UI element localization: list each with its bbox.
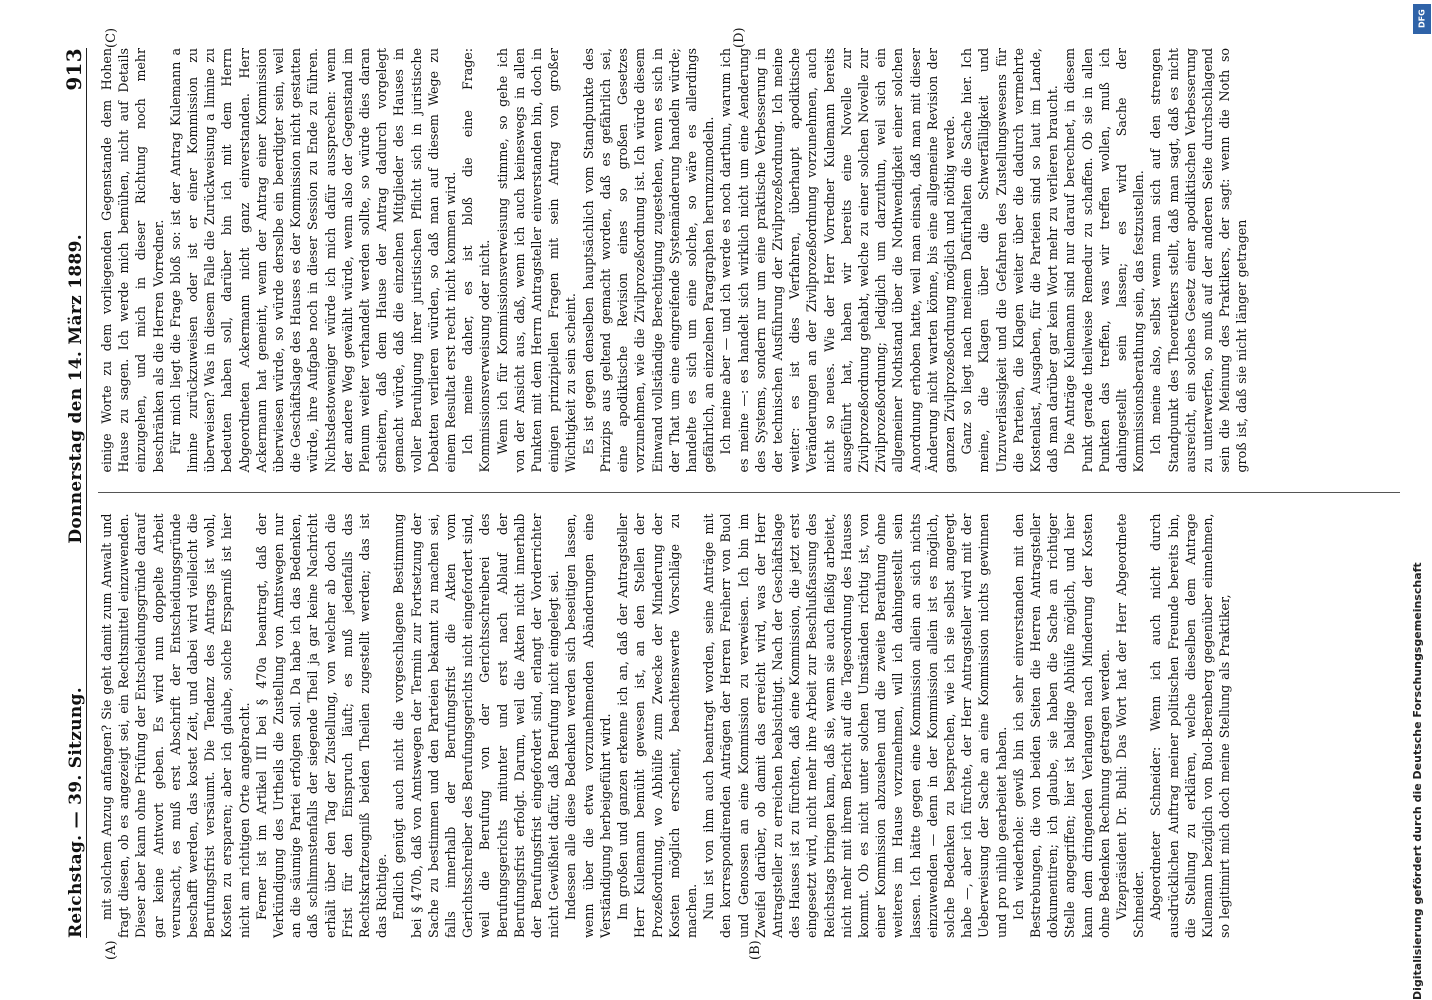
column-divider xyxy=(98,493,1400,494)
paragraph: Es ist gegen denselben hauptsächlich vom Standpunkte des Prinzips aus geltend gemacht worden, daß es gefährlich sei, eine apodiktische Revision eines so großen Gesetzes vorzunehmen, wie die Zivilprozeßordnung ist. Ich würde diesem Einwand vollständige Berechtigung zugestehen, wenn es sich in der That um eine eingreifende Systemänderung handeln würde; handelte es sich um eine solche, so wäre es allerdings gefährlich, an einzelnen Paragraphen herumzumodeln. xyxy=(580,48,717,473)
page-header xyxy=(60,48,87,938)
paragraph: Für mich liegt die Frage bloß so: ist der Antrag Kulemann a limine zurückzuweisen oder ist er einer Kommission zu überweisen? Was in diesem Falle die Zurückweisung a limine zu bedeuten haben soll, darüber bin ich mit dem Herrn Abgeordneten Ackermann nicht ganz einverstanden. Herr Ackermann hat gemeint, wenn der Antrag einer Kommission überwiesen würde, so würde derselbe ein beerdigter sein, weil die Geschäftslage des Hauses es der Kommission nicht gestatten würde, ihre Aufgabe noch in dieser Session zu Ende zu führen. Nichtsdestoweniger würde ich mich dafür aussprechen: wenn der andere Weg gewählt würde, wenn also der Gegenstand im Plenum weiter verhandelt werden sollte, so würde dies daran scheitern, daß dem Hause der Antrag dadurch vorgelegt gemacht würde, daß die einzelnen Mitglieder des Hauses in voller Beruhigung ihrer juristischen Pflicht sich in juristische Debatten verlieren würden, so daß man auf diesem Wege zu einem Resultat erst recht nicht kommen wird. xyxy=(167,48,459,473)
paragraph: Die Anträge Kulemann sind nur darauf berechnet, in diesem Punkt gerade theilweise Remedur zu schaffen. Ob sie in allen Punkten das treffen, was wir treffen wollen, muß ich dahingestellt sein lassen; es wird Sache der Kommissionsberathung sein, das festzustellen. xyxy=(1062,48,1147,473)
digitization-note-text: Digitalisierung gefördert durch die Deutsche Forschungsgemeinschaft xyxy=(1411,562,1424,1000)
paragraph: Ich wiederhole: gewiß bin ich sehr einverstanden mit den Bestrebungen, die von beiden Seiten die Herren Antragsteller dokumentiren; ich glaube, sie haben die Sache an richtiger Stelle angegriffen; hier ist baldige Abhülfe möglich, und hier kann dem dringenden Verlangen nach Minderung der Kosten ohne Bedenken Rechnung getragen werden. xyxy=(1010,513,1112,938)
text-columns xyxy=(98,48,1400,938)
margin-marker-a: (A) xyxy=(104,940,119,960)
paragraph: Ich meine also, selbst wenn man sich auf den strengen Standpunkt des Theoretikers stellt, daß man sagt, daß es nicht ausreicht, ein solches Gesetz einer apodiktischen Verbesserung zu unterwerfen, so muß auf der anderen Seite durchschlagend sein die Meinung des Praktikers, der sagt: wenn die Noth so groß ist, daß sie nicht länger getragen xyxy=(1148,48,1250,473)
paragraph: Indessen alle diese Bedenken werden sich beseitigen lassen, wenn über die etwa vorzunehmenden Abänderungen eine Verständigung herbeigeführt wird. xyxy=(563,513,613,938)
paragraph: Ich meine daher, es ist bloß die eine Frage: Kommissionsverweisung oder nicht. xyxy=(460,48,493,473)
paragraph: Ganz so liegt nach meinem Dafürhalten die Sache hier. Ich meine, die Klagen über die Schwerfälligkeit und Unzuverlässigkeit und die Gefahren des Zustellungswesens für die Parteien, die Klagen weiter über die dadurch vermehrte Kostenlast, Ausgaben, für die Parteien sind so laut im Lande, daß man darüber gar kein Wort mehr zu verlieren braucht. xyxy=(959,48,1061,473)
paragraph: Im großen und ganzen erkenne ich an, daß der Antragsteller Herr Kulemann bemüht gewesen ist, an den Stellen der Prozeßordnung, wo Abhülfe zum Zwecke der Minderung der Kosten möglich erscheint, beachtenswerte Vorschläge zu machen. xyxy=(615,513,699,938)
speaker-body: Abgeordneter Schneider: Wenn ich auch nicht durch ausdrücklichen Auftrag meiner politischen Freunde bereits bin, die Stellung zu erklären, welche dieselben dem Antrage Kulemann bezüglich von Buol-Berenberg gegenüber einnehmen, so legitimirt mich doch meine Stellung als Praktiker, xyxy=(1148,513,1233,938)
margin-marker-b: (B) xyxy=(748,940,763,960)
column-right xyxy=(98,48,1400,473)
speaker-intro: Vizepräsident Dr. Buhl: Das Wort hat der Herr Abgeordnete Schneider. xyxy=(1113,513,1147,938)
header-left: Reichstag. — 39. Sitzung. xyxy=(66,687,86,938)
paragraph: Ferner ist im Artikel III bei § 470a beantragt, daß der Verkündigung des Urtheils die Zustellung von Amtswegen nur an die säumige Partei erfolgen soll. Da habe ich das Bedenken, daß schlimmstenfalls der siegende Theil ja gar keine Nachricht erhält über den Tag der Zustellung, von welcher ab doch die Frist für den Einspruch läuft; es muß jedenfalls das Rechtskraftzeugniß beiden Theilen zugestellt werden; das ist das Richtige. xyxy=(253,513,390,938)
paragraph: Ich meine aber — und ich werde es noch darthun, warum ich es meine —: es handelt sich wirklich nicht um eine Aenderung des Systems, sondern nur um eine praktische Verbesserung in der technischen Ausführung der Zivilprozeßordnung. Ich meine weiter: es ist dies Verfahren, überhaupt apodiktische Veränderungen an der Zivilprozeßordnung vorzunehmen, auch nicht so neues. Wie der Herr Vorredner Kulemann bereits ausgeführt hat, haben wir bereits eine Novelle zur Zivilprozeßordnung gehabt, welche zu einer solchen Novelle zur Zivilprozeßordnung; lediglich um darzuthun, weil sich ein allgemeiner Nothstand über die Nothwendigkeit einer solchen Anordnung erhoben hatte, weil man einsah, daß man mit dieser Änderung nicht warten könne, bis eine allgemeine Revision der ganzen Zivilprozeßordnung möglich und nöthig werde. xyxy=(718,48,957,473)
paragraph: Nun ist von ihm auch beantragt worden, seine Anträge mit den korrespondirenden Anträgen der Herren Freiherr von Buol und Genossen an eine Kommission zu verweisen. Ich bin im Zweifel darüber, ob damit das erreicht wird, was der Herr Antragsteller zu erreichen beabsichtigt. Nach der Geschäftslage des Hauses ist zu fürchten, daß eine Kommission, die jetzt erst eingesetzt wird, nicht mehr ihre Arbeit zur Beschlußfassung des Reichstags bringen kann, daß sie, wenn sie auch fleißig arbeitet, nicht mehr mit ihrem Bericht auf die Tagesordnung des Hauses kommt. Ob es nicht unter solchen Umständen richtig ist, von einer Kommission abzusehen und die zweite Berathung ohne weiteres im Hause vorzunehmen, will ich dahingestellt sein lassen. Ich hätte gegen eine Kommission allein an sich nichts einzuwenden — denn in der Kommission allein ist es möglich, solche Bedenken zu besprechen, wie ich sie selbst angeregt habe —, aber ich fürchte, der Herr Antragsteller wird mit der Ueberweisung der Sache an eine Kommission nichts gewinnen und pro nihilo gearbeitet haben. xyxy=(701,513,1009,938)
column-left xyxy=(98,514,1400,939)
page-number: 913 xyxy=(62,48,86,91)
paragraph: mit solchem Anzug anfangen? Sie geht damit zum Anwalt und fragt diesen, ob es angezeigt sei, ein Rechtsmittel einzuwenden. Dieser aber kann ohne Prüfung der Entscheidungsgründe darauf gar keine Antwort geben. Es wird nun doppelte Arbeit verursacht, es muß erst Abschrift der Entscheidungsgründe beschafft werden, das kostet Zeit, und dabei wird vielleicht die Berufungsfrist versäumt. Die Tendenz des Antrags ist wohl, Kosten zu ersparen; aber ich glaube, solche Ersparniß ist hier nicht am richtigen Orte angebracht. xyxy=(99,513,252,938)
header-center: Donnerstag den 14. März 1889. xyxy=(66,234,86,544)
dfg-logo: DFG xyxy=(1413,4,1431,34)
digitization-note xyxy=(1411,40,1431,1000)
paragraph: Wenn ich für Kommissionsverweisung stimme, so gehe ich von der Ansicht aus, daß, wenn ich auch keineswegs in allen Punkten mit dem Herrn Antragsteller einverstanden bin, doch in einigen prinzipiellen Fragen mit sein Antrag von großer Wichtigkeit zu sein scheint. xyxy=(494,48,579,473)
margin-marker-c: (C) xyxy=(104,27,119,48)
paragraph: einige Worte zu dem vorliegenden Gegenstande dem Hohen Hause zu sagen. Ich werde mich bemühen, nicht auf Details einzugehen, und mich in dieser Richtung noch mehr beschränken als die Herren Vorredner. xyxy=(99,48,166,473)
margin-marker-d: (D) xyxy=(732,27,747,48)
paragraph: Endlich genügt auch nicht die vorgeschlagene Bestimmung bei § 470b, daß von Amtswegen der Termin zur Fortsetzung der Sache zu bestimmen und den Parteien bekannt zu machen sei, falls innerhalb der Berufungsfrist die Akten vom Gerichtsschreiber des Berufungsgerichts nicht eingefordert sind, weil die Berufung von der Gerichtsschreiberei des Berufungsgerichts mitunter und erst nach Ablauf der Berufungsfrist erfolgt. Darum, weil die Akten nicht innerhalb der Berufungsfrist eingefordert sind, erlangt der Vorderrichter nicht Gewißheit dafür, daß Berufung nicht eingelegt sei. xyxy=(391,513,562,938)
